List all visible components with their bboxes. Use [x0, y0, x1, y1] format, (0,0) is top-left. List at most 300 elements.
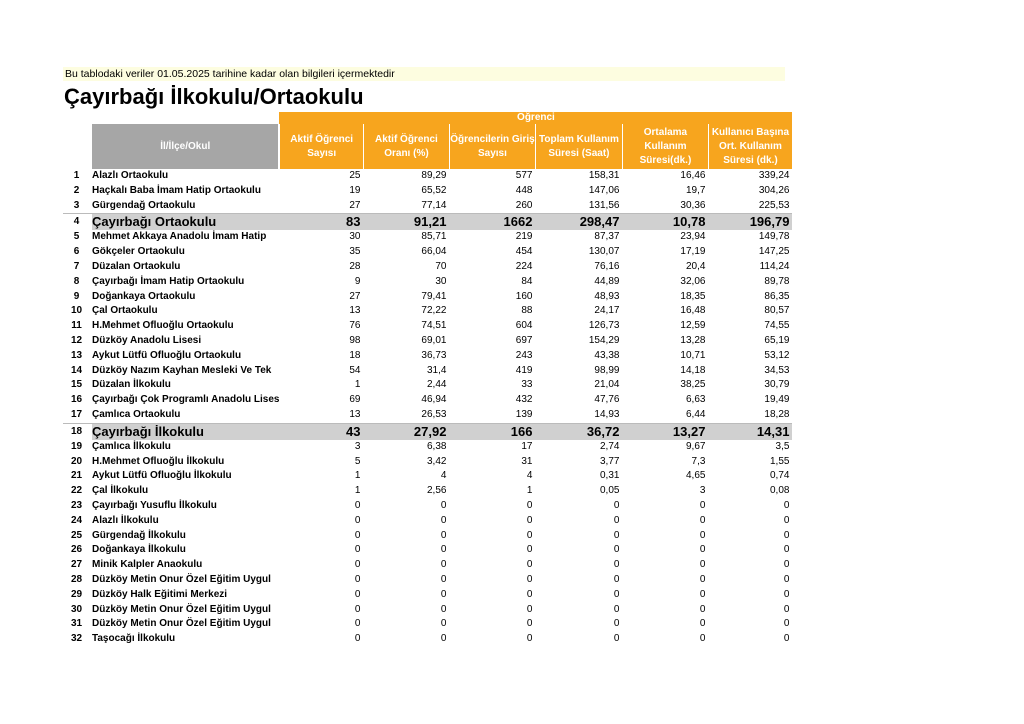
active-rate-cell: 0 — [440, 588, 447, 600]
average-usage-cell: 0 — [699, 633, 706, 645]
active-rate-cell: 74,51 — [421, 320, 447, 332]
table-row — [63, 588, 792, 603]
data-date-note: Bu tablodaki veriler 01.05.2025 tarihine kadar olan bilgileri içermektedir — [63, 67, 785, 81]
school-name: Taşocağı İlkokulu — [92, 633, 176, 645]
school-name: Düzalan Ortaokulu — [92, 260, 181, 272]
table-row — [63, 529, 792, 544]
average-usage-cell: 0 — [699, 588, 706, 600]
total-usage-cell: 2,74 — [599, 440, 620, 452]
per-user-usage-cell: 0 — [783, 544, 790, 556]
average-usage-cell: 10,78 — [622, 214, 708, 231]
average-usage-cell: 32,06 — [680, 275, 706, 287]
login-count-cell: 0 — [526, 544, 533, 556]
table-row — [63, 499, 792, 514]
row-number: 32 — [70, 633, 83, 645]
active-count-cell: 0 — [354, 633, 361, 645]
login-count-cell: 1 — [526, 485, 533, 497]
row-number: 24 — [70, 514, 83, 526]
per-user-usage-cell: 225,53 — [758, 199, 790, 211]
active-rate-cell: 79,41 — [421, 290, 447, 302]
total-usage-cell: 0 — [613, 499, 620, 511]
active-rate-cell: 27,92 — [363, 423, 449, 440]
average-usage-cell: 10,71 — [680, 349, 706, 361]
average-usage-cell: 16,48 — [680, 305, 706, 317]
per-user-usage-cell: 89,78 — [764, 275, 790, 287]
total-usage-cell: 21,04 — [594, 379, 620, 391]
column-header-name: İl/İlçe/Okul — [92, 124, 279, 169]
table-row — [63, 543, 792, 558]
active-count-cell: 1 — [354, 379, 361, 391]
column-header-login-count: Öğrencilerin Giriş Sayısı — [449, 124, 535, 169]
school-name: Mehmet Akkaya Anadolu İmam Hatip — [92, 231, 267, 243]
active-count-cell: 0 — [354, 588, 361, 600]
active-rate-cell: 91,21 — [363, 214, 449, 231]
column-header-total-usage: Toplam Kullanım Süresi (Saat) — [535, 124, 622, 169]
total-usage-cell: 0,31 — [599, 470, 620, 482]
school-name: Düzalan İlkokulu — [92, 379, 171, 391]
login-count-cell: 224 — [515, 260, 533, 272]
row-number: 18 — [63, 423, 92, 440]
school-name: Düzköy Halk Eğitimi Merkezi — [92, 588, 228, 600]
total-usage-cell: 131,56 — [588, 199, 620, 211]
login-count-cell: 0 — [526, 499, 533, 511]
total-usage-cell: 0 — [613, 544, 620, 556]
total-usage-cell: 130,07 — [588, 246, 620, 258]
table-row — [63, 378, 792, 393]
average-usage-cell: 0 — [699, 573, 706, 585]
login-count-cell: 432 — [515, 394, 533, 406]
row-number: 6 — [73, 246, 80, 258]
per-user-usage-cell: 149,78 — [758, 231, 790, 243]
active-rate-cell: 70 — [435, 260, 447, 272]
login-count-cell: 0 — [526, 514, 533, 526]
column-header-active-rate: Aktif Öğrenci Oranı (%) — [363, 124, 449, 169]
school-name: Çayırbağı Yusuflu İlkokulu — [92, 499, 217, 511]
table-row — [63, 484, 792, 499]
school-name: Gürgendağ Ortaokulu — [92, 199, 196, 211]
total-usage-cell: 0 — [613, 633, 620, 645]
total-usage-cell: 44,89 — [594, 275, 620, 287]
table-row — [63, 558, 792, 573]
active-count-cell: 3 — [354, 440, 361, 452]
total-usage-cell: 0 — [613, 618, 620, 630]
active-rate-cell: 89,29 — [421, 170, 447, 181]
active-rate-cell: 4 — [440, 470, 447, 482]
per-user-usage-cell: 0 — [783, 514, 790, 526]
row-number: 26 — [70, 544, 83, 556]
school-name: Çamlıca Ortaokulu — [92, 408, 181, 420]
row-number: 10 — [70, 305, 83, 317]
total-usage-cell: 47,76 — [594, 394, 620, 406]
active-rate-cell: 2,56 — [426, 485, 447, 497]
per-user-usage-cell: 19,49 — [764, 394, 790, 406]
login-count-cell: 0 — [526, 588, 533, 600]
column-header-per-user-usage: Kullanıcı Başına Ort. Kullanım Süresi (dk.) — [708, 124, 792, 169]
table-row — [63, 349, 792, 364]
row-number: 28 — [70, 573, 83, 585]
active-count-cell: 13 — [349, 408, 361, 420]
table-row — [63, 199, 792, 214]
active-rate-cell: 3,42 — [426, 455, 447, 467]
school-name: Aykut Lütfü Ofluoğlu İlkokulu — [92, 470, 232, 482]
per-user-usage-cell: 114,24 — [759, 260, 790, 272]
total-usage-cell: 0 — [613, 529, 620, 541]
login-count-cell: 0 — [526, 559, 533, 571]
total-usage-cell: 0 — [613, 573, 620, 585]
school-name: Düzköy Nazım Kayhan Mesleki Ve Tek — [92, 364, 272, 376]
active-rate-cell: 0 — [440, 573, 447, 585]
row-number: 4 — [63, 214, 92, 231]
table-row — [63, 514, 792, 529]
active-count-cell: 0 — [354, 603, 361, 615]
row-number: 27 — [70, 559, 83, 571]
login-count-cell: 604 — [515, 320, 533, 332]
table-row — [63, 230, 792, 245]
row-number: 25 — [70, 529, 83, 541]
active-rate-cell: 30 — [435, 275, 447, 287]
school-name: Düzköy Metin Onur Özel Eğitim Uygul — [92, 618, 271, 630]
average-usage-cell: 3 — [699, 485, 706, 497]
table-row — [63, 290, 792, 305]
school-name: Çal İlkokulu — [92, 485, 149, 497]
row-number: 23 — [70, 499, 83, 511]
total-usage-cell: 76,16 — [594, 260, 620, 272]
table-row — [63, 440, 792, 455]
login-count-cell: 454 — [515, 246, 533, 258]
school-name: Düzköy Metin Onur Özel Eğitim Uygul — [92, 573, 271, 585]
active-rate-cell: 69,01 — [421, 334, 447, 346]
login-count-cell: 160 — [515, 290, 533, 302]
column-header-active-count: Aktif Öğrenci Sayısı — [279, 124, 363, 169]
per-user-usage-cell: 339,24 — [758, 170, 790, 181]
row-number: 20 — [70, 455, 83, 467]
login-count-cell: 260 — [515, 199, 533, 211]
school-name: H.Mehmet Ofluoğlu İlkokulu — [92, 455, 225, 467]
summary-row — [63, 423, 792, 440]
active-rate-cell: 0 — [440, 633, 447, 645]
row-number: 8 — [73, 275, 80, 287]
active-rate-cell: 72,22 — [421, 305, 447, 317]
row-number: 19 — [70, 440, 83, 452]
table-row — [63, 245, 792, 260]
school-name: Haçkalı Baba İmam Hatip Ortaokulu — [92, 184, 261, 196]
average-usage-cell: 9,67 — [685, 440, 706, 452]
page-title: Çayırbağı İlkokulu/Ortaokulu — [64, 84, 364, 109]
school-name: Minik Kalpler Anaokulu — [92, 559, 203, 571]
active-rate-cell: 36,73 — [421, 349, 447, 361]
table-row — [63, 184, 792, 199]
per-user-usage-cell: 196,79 — [708, 214, 792, 231]
active-count-cell: 0 — [354, 514, 361, 526]
per-user-usage-cell: 74,55 — [764, 320, 790, 332]
table-row — [63, 334, 792, 349]
total-usage-cell: 0,05 — [599, 485, 620, 497]
school-name: Düzköy Metin Onur Özel Eğitim Uygul — [92, 603, 271, 615]
total-usage-cell: 14,93 — [594, 408, 620, 420]
table-row — [63, 469, 792, 484]
per-user-usage-cell: 0 — [783, 559, 790, 571]
total-usage-cell: 0 — [613, 514, 620, 526]
login-count-cell: 243 — [515, 349, 533, 361]
login-count-cell: 33 — [521, 379, 533, 391]
average-usage-cell: 12,59 — [680, 320, 706, 332]
active-rate-cell: 6,38 — [426, 440, 447, 452]
login-count-cell: 166 — [449, 423, 535, 440]
table-row — [63, 455, 792, 470]
active-count-cell: 0 — [354, 573, 361, 585]
total-usage-cell: 87,37 — [594, 231, 620, 243]
table-row — [63, 319, 792, 334]
active-rate-cell: 2,44 — [426, 379, 447, 391]
average-usage-cell: 18,35 — [680, 290, 706, 302]
active-count-cell: 19 — [349, 184, 361, 196]
active-rate-cell: 65,52 — [421, 184, 447, 196]
active-count-cell: 0 — [354, 559, 361, 571]
login-count-cell: 448 — [515, 184, 533, 196]
column-header-average-usage: Ortalama Kullanım Süresi(dk.) — [622, 124, 708, 169]
active-count-cell: 0 — [354, 618, 361, 630]
average-usage-cell: 0 — [699, 603, 706, 615]
login-count-cell: 1662 — [449, 214, 535, 231]
active-count-cell: 28 — [349, 260, 361, 272]
column-header-row — [63, 124, 792, 169]
active-count-cell: 0 — [354, 544, 361, 556]
table-row — [63, 304, 792, 319]
school-name: Doğankaya İlkokulu — [92, 544, 186, 556]
active-rate-cell: 0 — [440, 559, 447, 571]
table-row — [63, 603, 792, 618]
per-user-usage-cell: 0 — [783, 588, 790, 600]
per-user-usage-cell: 1,55 — [769, 455, 790, 467]
school-name: Aykut Lütfü Ofluoğlu Ortaokulu — [92, 349, 242, 361]
active-count-cell: 27 — [349, 290, 361, 302]
login-count-cell: 0 — [526, 618, 533, 630]
row-number: 14 — [70, 364, 83, 376]
table-row — [63, 393, 792, 408]
total-usage-cell: 24,17 — [594, 305, 620, 317]
per-user-usage-cell: 34,53 — [764, 364, 790, 376]
active-count-cell: 27 — [349, 199, 361, 211]
average-usage-cell: 20,4 — [685, 260, 706, 272]
row-number: 5 — [73, 231, 80, 243]
average-usage-cell: 0 — [699, 529, 706, 541]
active-rate-cell: 0 — [440, 529, 447, 541]
summary-row — [63, 214, 792, 231]
active-count-cell: 98 — [349, 334, 361, 346]
login-count-cell: 577 — [515, 170, 533, 181]
table-row — [63, 617, 792, 632]
school-name: Alazlı İlkokulu — [92, 514, 159, 526]
active-count-cell: 13 — [349, 305, 361, 317]
active-rate-cell: 46,94 — [421, 394, 447, 406]
row-number: 11 — [71, 320, 82, 332]
active-count-cell: 35 — [349, 246, 361, 258]
per-user-usage-cell: 147,25 — [758, 246, 790, 258]
active-count-cell: 83 — [279, 214, 363, 231]
login-count-cell: 419 — [515, 364, 533, 376]
per-user-usage-cell: 0,08 — [769, 485, 790, 497]
table-row — [63, 260, 792, 275]
row-number: 15 — [70, 379, 83, 391]
total-usage-cell: 0 — [613, 559, 620, 571]
average-usage-cell: 0 — [699, 618, 706, 630]
statistics-table — [63, 112, 793, 647]
school-name: Düzköy Anadolu Lisesi — [92, 334, 202, 346]
average-usage-cell: 38,25 — [680, 379, 706, 391]
login-count-cell: 0 — [526, 603, 533, 615]
total-usage-cell: 98,99 — [594, 364, 620, 376]
school-name: Çayırbağı İmam Hatip Ortaokulu — [92, 275, 245, 287]
table-row — [63, 573, 792, 588]
active-count-cell: 54 — [349, 364, 361, 376]
average-usage-cell: 0 — [699, 514, 706, 526]
active-count-cell: 0 — [354, 529, 361, 541]
total-usage-cell: 154,29 — [588, 334, 620, 346]
row-number: 13 — [70, 349, 83, 361]
total-usage-cell: 0 — [613, 588, 620, 600]
school-name: Gökçeler Ortaokulu — [92, 246, 185, 258]
active-count-cell: 43 — [279, 423, 363, 440]
group-header-row — [63, 112, 792, 124]
school-name: Doğankaya Ortaokulu — [92, 290, 196, 302]
active-rate-cell: 85,71 — [421, 231, 447, 243]
average-usage-cell: 13,28 — [680, 334, 706, 346]
school-name: Alazlı Ortaokulu — [92, 170, 169, 181]
school-name: H.Mehmet Ofluoğlu Ortaokulu — [92, 320, 234, 332]
total-usage-cell: 36,72 — [535, 423, 622, 440]
per-user-usage-cell: 0,74 — [769, 470, 790, 482]
total-usage-cell: 48,93 — [594, 290, 620, 302]
row-number: 31 — [70, 618, 83, 630]
login-count-cell: 88 — [521, 305, 533, 317]
login-count-cell: 4 — [526, 470, 533, 482]
table-row — [63, 632, 792, 647]
average-usage-cell: 14,18 — [680, 364, 706, 376]
login-count-cell: 84 — [521, 275, 533, 287]
total-usage-cell: 158,31 — [588, 170, 620, 181]
total-usage-cell: 0 — [613, 603, 620, 615]
row-number: 17 — [70, 408, 83, 420]
per-user-usage-cell: 65,19 — [764, 334, 790, 346]
average-usage-cell: 0 — [699, 559, 706, 571]
active-count-cell: 25 — [349, 170, 361, 181]
login-count-cell: 697 — [515, 334, 533, 346]
active-count-cell: 9 — [354, 275, 361, 287]
row-number: 2 — [73, 184, 80, 196]
school-name: Çamlıca İlkokulu — [92, 440, 171, 452]
login-count-cell: 219 — [515, 231, 533, 243]
table-row — [63, 364, 792, 379]
school-name: Çayırbağı Çok Programlı Anadolu Lises — [92, 394, 280, 406]
per-user-usage-cell: 0 — [783, 499, 790, 511]
average-usage-cell: 0 — [699, 544, 706, 556]
active-rate-cell: 26,53 — [421, 408, 447, 420]
total-usage-cell: 43,38 — [594, 349, 620, 361]
per-user-usage-cell: 80,57 — [764, 305, 790, 317]
login-count-cell: 0 — [526, 573, 533, 585]
total-usage-cell: 298,47 — [535, 214, 622, 231]
active-rate-cell: 66,04 — [421, 246, 447, 258]
average-usage-cell: 6,44 — [685, 408, 706, 420]
group-header-ogrenci: Öğrenci — [279, 112, 792, 124]
average-usage-cell: 13,27 — [622, 423, 708, 440]
average-usage-cell: 16,46 — [680, 170, 706, 181]
active-rate-cell: 0 — [440, 603, 447, 615]
row-number: 22 — [70, 485, 83, 497]
active-rate-cell: 0 — [440, 544, 447, 556]
total-usage-cell: 3,77 — [599, 455, 620, 467]
school-name: Çayırbağı İlkokulu — [92, 423, 279, 440]
active-count-cell: 0 — [354, 499, 361, 511]
per-user-usage-cell: 30,79 — [764, 379, 790, 391]
average-usage-cell: 6,63 — [685, 394, 706, 406]
active-rate-cell: 77,14 — [421, 199, 447, 211]
active-count-cell: 30 — [349, 231, 361, 243]
per-user-usage-cell: 304,26 — [758, 184, 790, 196]
active-count-cell: 18 — [349, 349, 361, 361]
per-user-usage-cell: 0 — [783, 603, 790, 615]
per-user-usage-cell: 18,28 — [764, 408, 790, 420]
average-usage-cell: 4,65 — [685, 470, 706, 482]
login-count-cell: 17 — [521, 440, 533, 452]
per-user-usage-cell: 14,31 — [708, 423, 792, 440]
active-rate-cell: 0 — [440, 618, 447, 630]
row-number: 16 — [70, 394, 83, 406]
row-number: 29 — [70, 588, 83, 600]
active-rate-cell: 31,4 — [426, 364, 447, 376]
average-usage-cell: 30,36 — [680, 199, 706, 211]
active-count-cell: 76 — [349, 320, 361, 332]
active-rate-cell: 0 — [440, 514, 447, 526]
table-row — [63, 169, 792, 184]
per-user-usage-cell: 3,5 — [775, 440, 790, 452]
school-name: Gürgendağ İlkokulu — [92, 529, 186, 541]
average-usage-cell: 7,3 — [691, 455, 706, 467]
active-count-cell: 1 — [354, 470, 361, 482]
active-count-cell: 1 — [354, 485, 361, 497]
row-number: 21 — [70, 470, 83, 482]
school-name: Çayırbağı Ortaokulu — [92, 214, 279, 231]
total-usage-cell: 126,73 — [588, 320, 620, 332]
per-user-usage-cell: 0 — [783, 618, 790, 630]
login-count-cell: 139 — [515, 408, 533, 420]
table-row — [63, 408, 792, 423]
login-count-cell: 0 — [526, 529, 533, 541]
row-number: 12 — [70, 334, 83, 346]
table-body — [63, 169, 792, 647]
per-user-usage-cell: 53,12 — [764, 349, 790, 361]
active-rate-cell: 0 — [440, 499, 447, 511]
average-usage-cell: 0 — [699, 499, 706, 511]
row-number: 7 — [73, 260, 80, 272]
total-usage-cell: 147,06 — [588, 184, 620, 196]
login-count-cell: 31 — [521, 455, 533, 467]
active-count-cell: 5 — [354, 455, 361, 467]
active-count-cell: 69 — [349, 394, 361, 406]
per-user-usage-cell: 0 — [783, 529, 790, 541]
login-count-cell: 0 — [526, 633, 533, 645]
per-user-usage-cell: 0 — [783, 633, 790, 645]
row-number: 3 — [73, 199, 80, 211]
school-name: Çal Ortaokulu — [92, 305, 158, 317]
average-usage-cell: 23,94 — [680, 231, 706, 243]
table-row — [63, 275, 792, 290]
average-usage-cell: 19,7 — [685, 184, 706, 196]
row-number: 9 — [73, 290, 80, 302]
per-user-usage-cell: 0 — [783, 573, 790, 585]
per-user-usage-cell: 86,35 — [764, 290, 790, 302]
row-number: 30 — [70, 603, 83, 615]
